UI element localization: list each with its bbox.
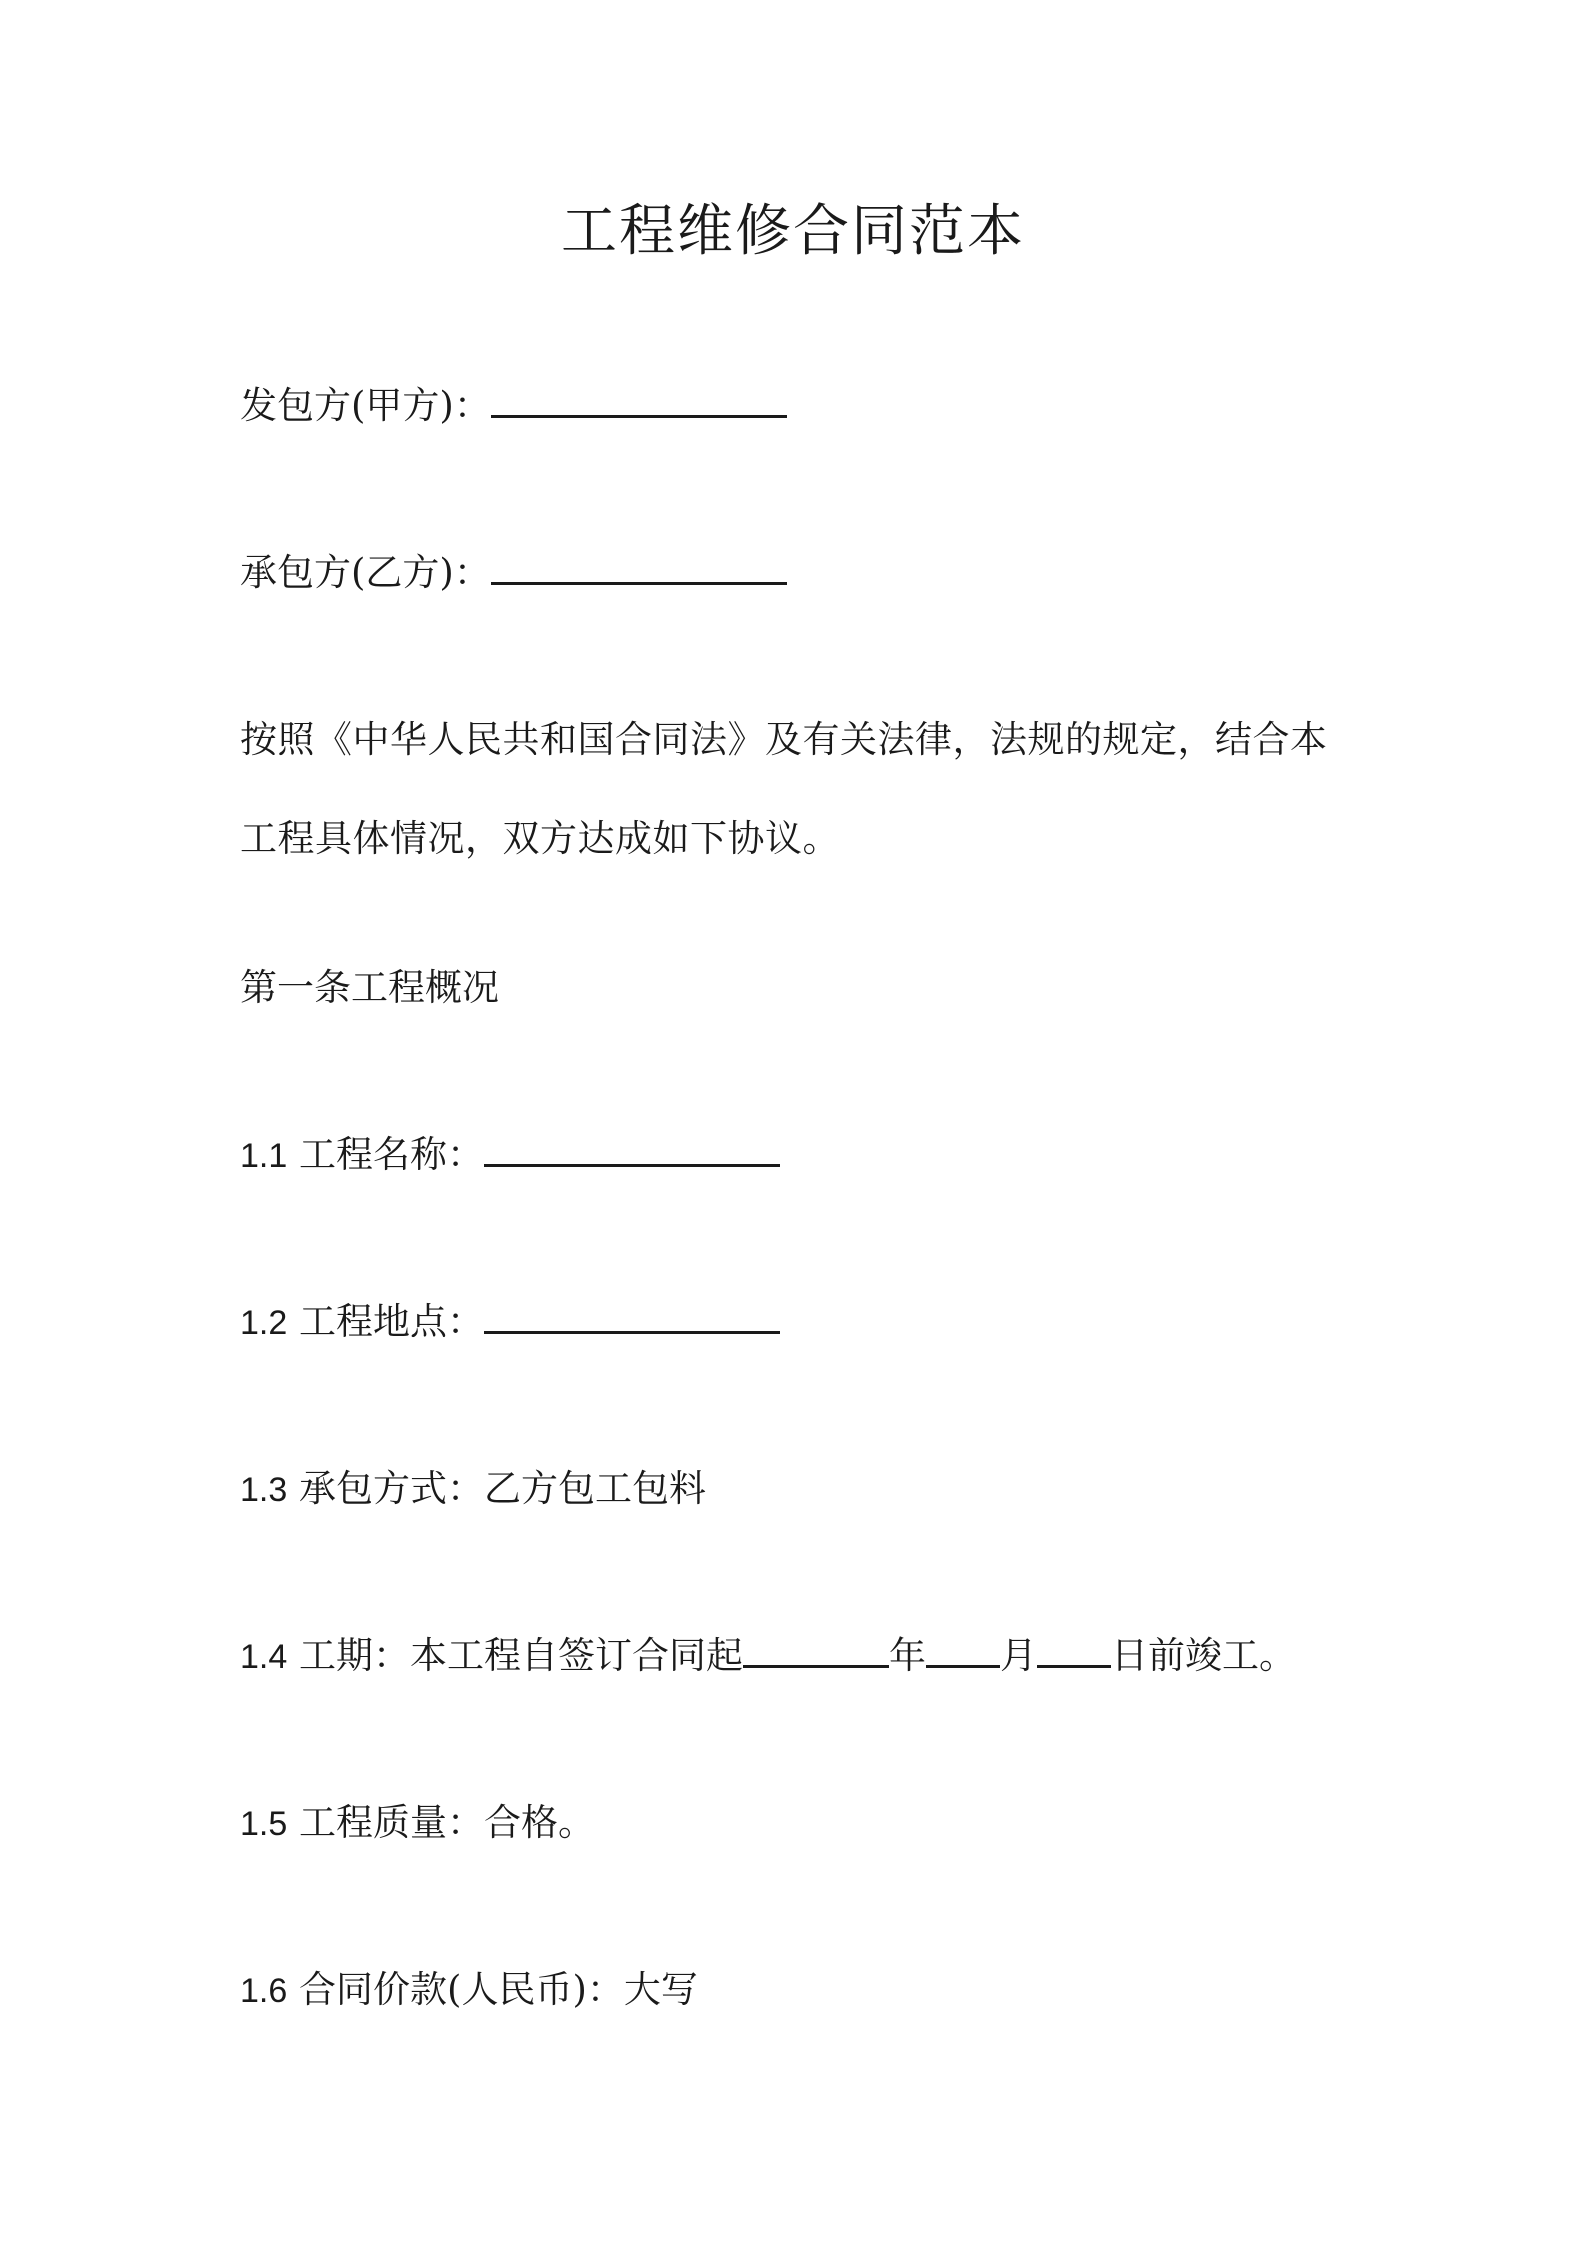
item-number: 1.1 [240, 1137, 288, 1175]
item-label: 工期：本工程自签订合同起 [299, 1634, 744, 1677]
item-1-6 [240, 1965, 698, 2016]
month-label: 月 [1000, 1634, 1038, 1677]
item-label: 工程质量：合格。 [299, 1801, 596, 1844]
item-1-2 [240, 1297, 780, 1348]
project-location-blank [484, 1299, 780, 1334]
item-label: 工程名称： [299, 1133, 485, 1176]
item-number: 1.3 [240, 1471, 288, 1509]
item-label: 工程地点： [299, 1300, 485, 1343]
item-number: 1.5 [240, 1805, 288, 1843]
item-number: 1.2 [240, 1304, 288, 1342]
item-1-3 [240, 1464, 706, 1515]
item-1-1 [240, 1130, 780, 1181]
party-a-line [240, 381, 787, 431]
item-label: 承包方式：乙方包工包料 [299, 1467, 707, 1510]
party-b-label: 承包方(乙方)： [240, 551, 491, 594]
project-name-blank [484, 1132, 780, 1167]
month-blank [926, 1633, 1000, 1668]
party-b-line [240, 548, 787, 598]
item-1-4 [240, 1631, 1296, 1682]
party-a-blank [491, 383, 787, 418]
day-suffix: 日前竣工。 [1111, 1634, 1297, 1677]
article-1-heading: 第一条工程概况 [240, 966, 499, 1009]
preamble-paragraph: 按照《中华人民共和国合同法》及有关法律，法规的规定，结合本工程具体情况，双方达成如下协议。 [240, 718, 1328, 860]
party-a-label: 发包方(甲方)： [240, 384, 491, 427]
party-b-blank [491, 550, 787, 585]
item-label: 合同价款(人民币)：大写 [299, 1968, 698, 2011]
item-number: 1.6 [240, 1972, 288, 2010]
item-number: 1.4 [240, 1638, 288, 1676]
item-1-5 [240, 1798, 595, 1849]
year-label: 年 [889, 1634, 927, 1677]
document-title: 工程维修合同范本 [561, 199, 1025, 264]
year-blank [743, 1633, 889, 1668]
day-blank [1037, 1633, 1111, 1668]
